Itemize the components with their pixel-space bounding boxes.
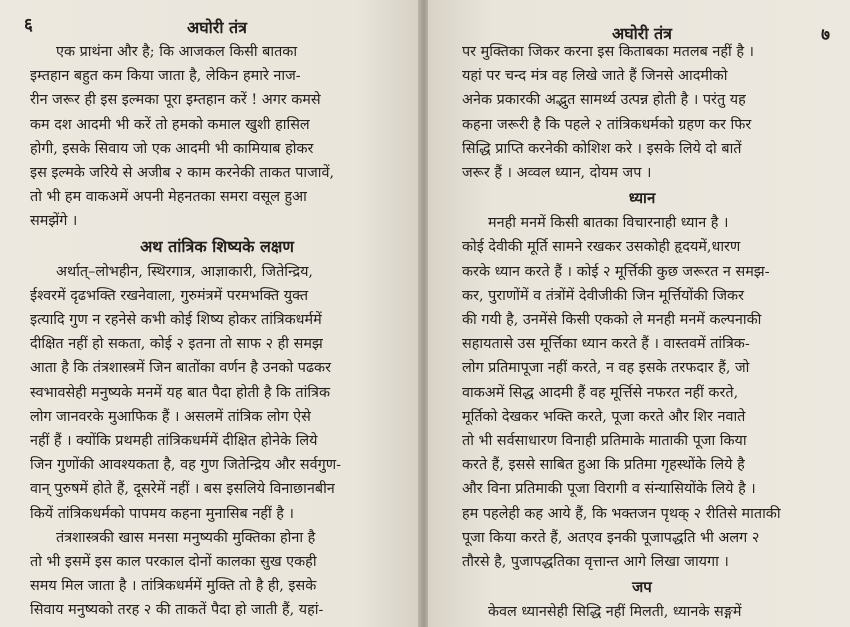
text-line: करके ध्यान करते हैं । कोई २ मूर्त्तिकी कुछ जरूरत न समझ- xyxy=(462,263,770,280)
text-line: होगी, इसके सिवाय जो एक आदमी भी कामियाब होकर xyxy=(30,140,314,157)
text-line: कहना जरूरी है कि पहले २ तांत्रिकधर्मको ग्रहण कर फिर xyxy=(462,116,752,133)
text-line: करते हैं, इससे साबित हुआ कि प्रतिमा गृहस्थोंके लिये है xyxy=(462,457,745,474)
text-line: पर मुक्तिका जिकर करना इस किताबका मतलब नहीं है । xyxy=(462,44,754,60)
right-page-header xyxy=(462,6,830,45)
text-line: और विना प्रतिमाकी पूजा विरागी व संन्यासियोंके लिये है । xyxy=(462,481,756,498)
text-line: तो भी इसमें इस काल परकाल दोनों कालका सुख एकही xyxy=(30,554,317,571)
text-line: पूजा किया करते हैं, अतएव इनकी पूजापद्धति भी अलग २ xyxy=(462,529,760,546)
text-line: अनेक प्रकारकी अद्भुत सामर्थ्य उत्पन्न होती है । परंतु यह xyxy=(462,92,746,109)
left-page-header xyxy=(24,6,404,40)
text-line: इत्यादि गुण न रहनेसे कभी कोई शिष्य होकर तांत्रिकधर्ममें xyxy=(30,312,322,329)
section-heading: अथ तांत्रिक शिष्यके लक्षण xyxy=(140,236,294,256)
right-page xyxy=(428,0,850,627)
text-line: की गयी है, उनमेंसे किसी एकको ले मनही मनमें कल्पनाकी xyxy=(462,312,762,329)
text-line: नहीं हैं । क्योंकि प्रथमही तांत्रिकधर्ममें दीक्षित होनेके लिये xyxy=(30,433,318,450)
left-page-body xyxy=(30,40,404,623)
text-line: अर्थात्‌–लोभहीन, स्थिरगात्र, आज्ञाकारी, जितेन्द्रिय, xyxy=(56,263,314,280)
text-line: रीन जरूर ही इस इल्मका पूरा इम्तहान करें ! अगर कमसे xyxy=(30,92,321,109)
right-page-title: अघोरी तंत्र xyxy=(611,24,673,43)
text-line: दीक्षित नहीं हो सकता, कोई २ इतना तो साफ २ ही समझ xyxy=(30,336,323,353)
text-line: सिद्धि प्राप्ति करनेकी कोशिश करे । इसके लिये दो बातें xyxy=(462,140,742,157)
left-page-number: ६ xyxy=(24,15,33,35)
text-line: तौरसे है, पुजापद्धतिका वृत्तान्त आगे लिखा जायगा । xyxy=(462,554,729,571)
text-line: वान् पुरुषमें होते हैं, दूसरेमें नहीं । बस इसलिये विनाछानबीन xyxy=(30,481,335,498)
left-page-title: अघोरी तंत्र xyxy=(186,18,248,37)
text-line: कर, पुराणोंमें व तंत्रोंमें देवीजीकी जिन मूर्त्तियोंकी जिकर xyxy=(462,287,744,304)
text-line: कम दश आदमी भी करें तो हमको कमाल खुशी हासिल xyxy=(30,116,310,133)
text-line: तो भी सर्वसाधारण विनाही प्रतिमाके माताकी पूजा किया xyxy=(462,433,747,450)
text-line: सिवाय मनुष्यको तरह २ की ताकतें पैदा हो जाती हैं, यहां- xyxy=(30,602,324,619)
text-line: मूर्तिको देखकर भक्ति करते, पूजा करते और शिर नवाते xyxy=(462,408,746,425)
text-line: कोई देवीकी मूर्ति सामने रखकर उसकोही हृदयमें,धारण xyxy=(462,239,741,256)
text-line: आता है कि तंत्रशास्त्रमें जिन बातोंका वर्णन है उनको पढकर xyxy=(30,360,331,377)
left-page xyxy=(0,0,420,627)
text-line: इम्तहान बहुत कम किया जाता है, लेकिन हमारे नाज- xyxy=(30,68,301,85)
text-line: तो भी हम वाकअमें अपनी मेहनतका समरा वसूल हुआ xyxy=(30,189,307,206)
text-line: तंत्रशास्त्रकी खास मनसा मनुष्यकी मुक्तिका होना है xyxy=(56,529,316,546)
text-line: सहायतासे उस मूर्त्तिका ध्यान करते हैं । वास्तवमें तांत्रिक- xyxy=(462,336,750,353)
text-line: स्वभावसेही मनुष्यके मनमें यह बात पैदा होती है कि तांत्रिक xyxy=(30,384,331,401)
text-line: जरूर हैं । अव्वल ध्यान, दोयम जप । xyxy=(462,165,652,182)
text-line: यहां पर चन्द मंत्र वह लिखे जाते हैं जिनसे आदमीको xyxy=(462,68,728,85)
text-line: समझेंगे । xyxy=(30,213,78,230)
text-line: लोग प्रतिमापूजा नहीं करते, न वह इसके तरफदार हैं, जो xyxy=(462,360,750,377)
text-line: ईश्वरमें दृढभक्ति रखनेवाला, गुरुमंत्रमें परमभक्ति युक्त xyxy=(30,287,309,304)
section-heading: जप xyxy=(632,578,652,597)
text-line: हम पहलेही कह आये हैं, कि भक्तजन पृथक्‌ २ रीतिसे माताकी xyxy=(462,505,781,522)
text-line: कियें तांत्रिकधर्मको पापमय कहना मुनासिब नहीं है । xyxy=(30,505,294,522)
text-line: लोग जानवरके मुआफिक हैं । असलमें तांत्रिक लोग ऐसे xyxy=(30,408,311,425)
text-line: केवल ध्यानसेही सिद्धि नहीं मिलती, ध्यानके सङ्गमें xyxy=(488,604,742,621)
text-line: वाकअमें सिद्ध आदमी हैं वह मूर्त्तिसे नफरत नहीं करते, xyxy=(462,384,739,401)
text-line: जिन गुणोंकी आवश्यकता है, वह गुण जितेन्द्रिय और सर्वगुण- xyxy=(30,457,341,474)
section-heading: ध्यान xyxy=(628,189,656,208)
text-line: इस इल्मके जरिये से अजीब २ काम करनेकी ताकत पाजावें, xyxy=(30,165,335,182)
text-line: समय मिल जाता है । तांत्रिकधर्ममें मुक्ति तो है ही, इसके xyxy=(30,578,317,595)
text-line: मनही मनमें किसी बातका विचारनाही ध्यान है । xyxy=(488,215,729,232)
text-line: एक प्राथंना और है; कि आजकल किसी बातका xyxy=(56,44,298,60)
right-page-body xyxy=(462,40,822,624)
right-page-number: ७ xyxy=(821,25,830,45)
